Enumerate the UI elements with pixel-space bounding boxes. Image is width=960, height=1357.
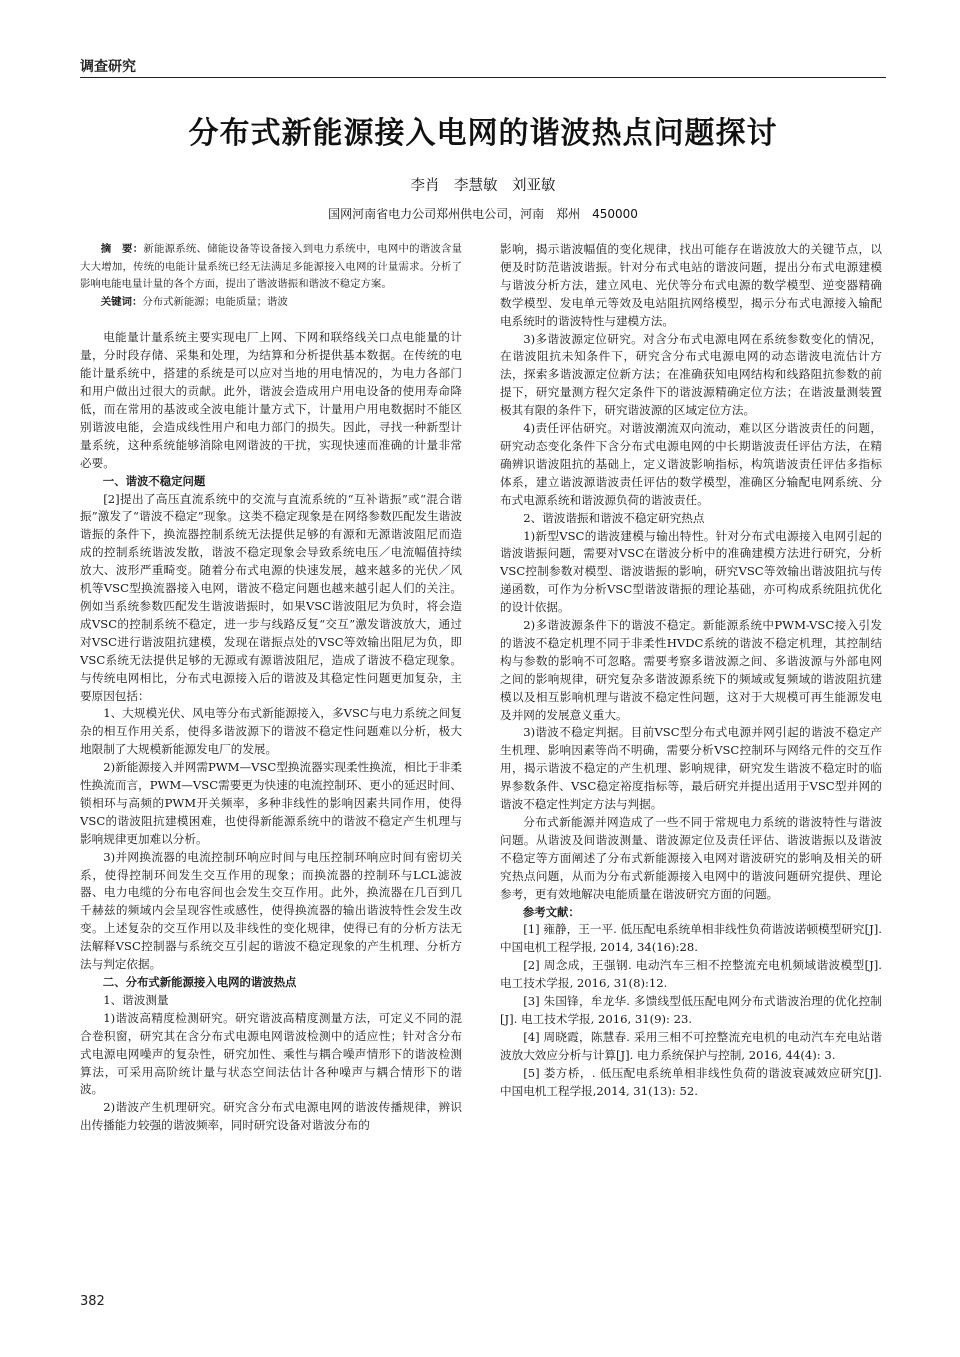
abstract (80, 241, 462, 294)
abstract-text: 新能源系统、储能设备等设备接入到电力系统中，电网中的谐波含量大大增加，传统的电能计量系统已经无法满足多能源接入电网的计量需求。分析了影响电能电量计量的各个方面，提出了谐波谐振和谐波不稳定方案。 (80, 243, 462, 291)
keywords (80, 294, 462, 312)
paragraph: 1)谐波高精度检测研究。研究谐波高精度测量方法，可定义不同的混合卷积窗，研究其在含分布式电源电网谐波检测中的适应性；针对含分布式电源电网噪声的复杂性，研究加性、乘性与耦合噪声情形下的谐波检测算法，可采用高阶统计量与状态空间法估计各种噪声与耦合情形下的谐波。 (80, 1010, 462, 1097)
left-column-body (80, 329, 462, 1135)
keywords-text: 分布式新能源；电能质量；谐波 (142, 295, 288, 308)
left-column (80, 241, 462, 1281)
reference-item: [1] 雍静，王一平. 低压配电系统单相非线性负荷谐波诺顿模型研究[J]. 中国电机工程学报, 2014, 34(16):28. (500, 922, 882, 955)
subsection-heading: 1、谐波测量 (103, 992, 169, 1007)
authors: 李肖 李慧敏 刘亚敏 (410, 178, 556, 194)
paragraph: 影响，揭示谐波幅值的变化规律，找出可能存在谐波放大的关键节点，以便及时防范谐波谐振。针对分布式电站的谐波问题，提出分布式电源建模与谐波分析方法，建立风电、光伏等分布式电源的数学模型、逆变器精确数学模型、发电单元等效及电站阻抗网络模型，揭示分布式电源接入输配电系统时的谐波特性与建模方法。 (500, 242, 882, 328)
paragraph: 2)谐波产生机理研究。研究含分布式电源电网的谐波传播规律，辨识出传播能力较强的谐波频率，同时研究设备对谐波分布的 (80, 1100, 462, 1133)
abstract-label: 摘 要： (100, 243, 144, 255)
paragraph: 3)并网换流器的电流控制环响应时间与电压控制环响应时间有密切关系，使得控制环间发生交互作用的现象；而换流器的控制环与LCL滤波器、电力电缆的分布电容间也会发生交互作用。此外，换流器在几百到几千赫兹的频域内会呈现容性或感性，使得换流器的输出谐波特性会发生改变。上述复杂的交互作用以及非线性的变化规律，使得已有的分析方法无法解释VSC控制器与系统交互引起的谐波不稳定现象的产生机理、分析方法与判定依据。 (80, 849, 462, 972)
paragraph: 1、大规模光伏、风电等分布式新能源接入，多VSC与电力系统之间复杂的相互作用关系，使得多谐波源下的谐波不稳定性问题难以分析，极大地限制了大规模新能源发电厂的发展。 (80, 706, 462, 757)
paragraph: [2]提出了高压直流系统中的交流与直流系统的“互补谐振”或“混合谐振”激发了“谐波不稳定”现象。这类不稳定现象是在网络参数匹配发生谐波谐振的条件下，换流器控制系统无法提供足够的有源和无源谐波阻尼而造成的控制系统谐波发散，谐波不稳定现象会导致系统电压／电流幅值持续放大、波形严重畸变。随着分布式电源的快速发展，越来越多的光伏／风机等VSC型换流器接入电网，谐波不稳定问题也越来越引起人们的关注。例如当系统参数匹配发生谐波谐振时，如果VSC谐波阻尼为负时，将会造成VSC的控制系统不稳定，进一步与线路反复“交互”激发谐波放大，通过对VSC进行谐波阻抗建模，发现在谐振点处的VSC等效输出阻尼为负，即VSC系统无法提供足够的无源或有源谐波阻尼，造成了谐波不稳定现象。与传统电网相比，分布式电源接入后的谐波及其稳定性问题更加复杂，主要原因包括： (80, 491, 462, 703)
section-heading: 二、分布式新能源接入电网的谐波热点 (102, 975, 297, 989)
affiliation: 国网河南省电力公司郑州供电公司，河南 郑州 450000 (328, 207, 638, 221)
right-column-body (500, 241, 882, 1101)
paragraph: 4)责任评估研究。对谐波潮流双向流动，难以区分谐波责任的问题，研究动态变化条件下含分布式电源电网的中长期谐波责任评估方法，在精确辨识谐波阻抗的基础上，定义谐波影响指标，构筑谐波责任评估多指标体系，建立谐波源谐波责任评估的数学模型，准确区分输配电网系统、分布式电源系统和谐波源负荷的谐波责任。 (500, 421, 882, 507)
reference-item: [4] 周晓霞，陈慧春. 采用三相不可控整流充电机的电动汽车充电站谐波放大效应分析与计算[J]. 电力系统保护与控制, 2016, 44(4): 3. (500, 1029, 882, 1062)
paragraph: 2)多谐波源条件下的谐波不稳定。新能源系统中PWM-VSC接入引发的谐波不稳定机理不同于非柔性HVDC系统的谐波不稳定机理，其控制结构与参数的影响不可忽略。需要考察多谐波源之间、多谐波源与外部电网之间的影响规律，研究复杂多谐波源系统下的频域或复频域的谐波阻抗建模以及相互影响机理与谐波不稳定性问题，这对于大规模可再生能源发电及并网的发展意义重大。 (500, 618, 882, 722)
paragraph: 电能量计量系统主要实现电厂上网、下网和联络线关口点电能量的计量，分时段存储、采集和处理，为结算和分析提供基本数据。在传统的电能计量系统中，搭建的系统是可以应对当地的用电情况的，为电力各部门和用户做出过很大的贡献。此外，谐波会造成用户用电设备的使用寿命降低，而在常用的基波或全波电能计量方式下，计量用户用电数据时不能区别谐波电能，会造成线性用户和电力部门的损失。因此，寻找一种新型计量系统，这种系统能够消除电网谐波的干扰，实现快速而准确的计量非常必要。 (80, 330, 462, 470)
keywords-label: 关键词： (100, 295, 143, 308)
page-number: 382 (80, 1294, 105, 1309)
right-column (500, 241, 882, 1281)
article-title: 分布式新能源接入电网的谐波热点问题探讨 (188, 116, 778, 151)
paragraph: 2)新能源接入并网需PWM—VSC型换流器实现柔性换流，相比于非柔性换流而言，PWM—VSC需要更为快速的电流控制环、更小的延迟时间、锁相环与高频的PWM开关频率，多种非线性的影响因素共同作用，使得VSC的谐波阻抗建模困难，也使得新能源系统中的谐波不稳定产生机理与影响规律更加难以分析。 (80, 760, 462, 846)
header-rule (80, 77, 886, 78)
section-heading: 参考文献： (522, 904, 580, 919)
paragraph: 分布式新能源并网造成了一些不同于常规电力系统的谐波特性与谐波问题。从谐波及间谐波测量、谐波源定位及责任评估、谐波谐振以及谐波不稳定等方面阐述了分布式新能源接入电网对谐波研究的影响及相关的研究热点问题，从而为分布式新能源接入电网中的谐波问题研究提供、理论参考，更有效地解决电能质量在谐波研究方面的问题。 (500, 815, 882, 901)
reference-item: [5] 娄方桥，. 低压配电系统单相非线性负荷的谐波衰减效应研究[J]. 中国电机工程学报,2014, 31(13): 52. (500, 1065, 882, 1098)
paragraph: 3)多谐波源定位研究。对含分布式电源电网在系统参数变化的情况，在谐波阻抗未知条件下，研究含分布式电源电网的动态谐波电流估计方法，探索多谐波源定位新方法；在准确获知电网结构和线路阻抗参数的前提下，研究量测方程欠定条件下的谐波源精确定位方法；在谐波量测装置极其有限的条件下，研究谐波源的区域定位方法。 (500, 331, 882, 418)
paragraph: 1)新型VSC的谐波建模与输出特性。针对分布式电源接入电网引起的谐波谐振问题，需要对VSC在谐波分析中的准确建模方法进行研究，分析VSC控制参数对模型、谐波谐振的影响，研究VSC等效输出谐波阻抗与传递函数，可作为分析VSC型谐波谐振的理论基础，亦可构成系统阻抗优化的设计依据。 (500, 528, 882, 615)
subsection-heading: 2、谐波谐振和谐波不稳定研究热点 (523, 510, 705, 525)
reference-item: [2] 周念成，王强钢. 电动汽车三相不控整流充电机频域谐波模型[J]. 电工技术学报, 2016, 31(8):12. (500, 958, 882, 991)
section-heading: 一、谐波不稳定问题 (102, 473, 206, 488)
paragraph: 3)谐波不稳定判据。目前VSC型分布式电源并网引起的谐波不稳定产生机理、影响因素等尚不明确，需要分析VSC控制环与网络元件的交互作用，揭示谐波不稳定的产生机理、影响规律，研究发生谐波不稳定时的临界参数条件、VSC稳定裕度指标等，最后研究并提出适用于VSC型并网的谐波不稳定性判定方法与判据。 (500, 725, 882, 812)
reference-item: [3] 朱国锋，牟龙华. 多馈线型低压配电网分布式谐波治理的优化控制[J]. 电工技术学报, 2016, 31(9): 23. (500, 994, 882, 1026)
section-label: 调查研究 (80, 59, 136, 75)
